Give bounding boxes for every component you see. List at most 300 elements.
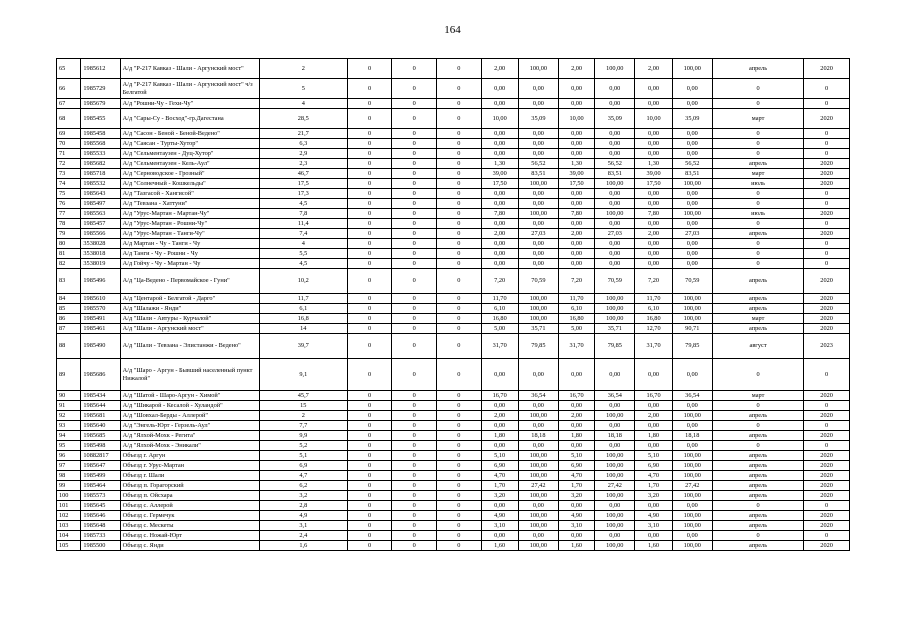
- cell-road-name: А/д "Сельментаузен - Кель-Аул": [120, 159, 259, 169]
- cell-road-name: А/д "Урус-Мартан - Танги-Чу": [120, 229, 259, 239]
- cell-month: 0: [712, 249, 803, 259]
- cell-col-5: 0: [347, 219, 392, 229]
- cell-total-length: 39,7: [259, 334, 347, 359]
- cell-road-id: 1985499: [81, 471, 120, 481]
- cell-percent-3: 0,00: [672, 219, 712, 229]
- cell-percent-2: 35,09: [595, 109, 635, 129]
- cell-year: 2020: [804, 541, 850, 551]
- cell-road-name: Объезд г. Аргун: [120, 451, 259, 461]
- cell-length-km-2: 16,70: [559, 391, 595, 401]
- cell-length-km-3: 0,00: [635, 139, 672, 149]
- cell-col-7: 0: [437, 421, 482, 431]
- cell-year: 2020: [804, 229, 850, 239]
- cell-percent-1: 0,00: [518, 421, 558, 431]
- cell-percent-1: 18,18: [518, 431, 558, 441]
- cell-road-id: 1985533: [81, 149, 120, 159]
- table-row: [57, 149, 850, 159]
- table-row: [57, 401, 850, 411]
- cell-col-7: 0: [437, 169, 482, 179]
- cell-length-km-1: 0,00: [481, 99, 518, 109]
- cell-length-km-3: 0,00: [635, 239, 672, 249]
- cell-col-7: 0: [437, 199, 482, 209]
- cell-year: 2020: [804, 159, 850, 169]
- cell-percent-3: 35,09: [672, 109, 712, 129]
- cell-col-6: 0: [392, 179, 437, 189]
- cell-road-id: 1985568: [81, 139, 120, 149]
- cell-length-km-3: 0,00: [635, 421, 672, 431]
- cell-col-6: 0: [392, 79, 437, 99]
- cell-road-id: 1985500: [81, 541, 120, 551]
- cell-length-km-3: 0,00: [635, 219, 672, 229]
- cell-row-number: 91: [57, 401, 81, 411]
- cell-col-5: 0: [347, 481, 392, 491]
- cell-road-name: А/д "Солнечный - Кошкельды": [120, 179, 259, 189]
- cell-length-km-1: 16,80: [481, 314, 518, 324]
- cell-road-name: А/д "Серноводское - Грозный": [120, 169, 259, 179]
- cell-year: 2020: [804, 511, 850, 521]
- cell-col-7: 0: [437, 179, 482, 189]
- cell-row-number: 70: [57, 139, 81, 149]
- cell-length-km-1: 11,70: [481, 294, 518, 304]
- cell-length-km-2: 0,00: [559, 239, 595, 249]
- table-row: [57, 229, 850, 239]
- cell-percent-1: 83,51: [518, 169, 558, 179]
- cell-road-id: 1985733: [81, 531, 120, 541]
- cell-length-km-2: 10,00: [559, 109, 595, 129]
- cell-total-length: 7,4: [259, 229, 347, 239]
- cell-road-id: 1985612: [81, 59, 120, 79]
- cell-length-km-2: 0,00: [559, 139, 595, 149]
- cell-road-id: 1985496: [81, 269, 120, 294]
- cell-col-5: 0: [347, 391, 392, 401]
- cell-row-number: 105: [57, 541, 81, 551]
- cell-month: 0: [712, 139, 803, 149]
- cell-length-km-2: 5,10: [559, 451, 595, 461]
- cell-col-6: 0: [392, 481, 437, 491]
- cell-percent-2: 100,00: [595, 294, 635, 304]
- cell-percent-3: 100,00: [672, 314, 712, 324]
- cell-length-km-2: 4,90: [559, 511, 595, 521]
- cell-road-id: 1985434: [81, 391, 120, 401]
- cell-col-7: 0: [437, 401, 482, 411]
- cell-length-km-3: 0,00: [635, 401, 672, 411]
- cell-road-id: 1985640: [81, 421, 120, 431]
- cell-length-km-2: 7,80: [559, 209, 595, 219]
- cell-percent-1: 79,85: [518, 334, 558, 359]
- cell-length-km-2: 1,30: [559, 159, 595, 169]
- cell-total-length: 2: [259, 59, 347, 79]
- cell-road-name: А/д "Шовхал-Берды - Аллерой": [120, 411, 259, 421]
- cell-road-name: А/д "Шалажи - Янди": [120, 304, 259, 314]
- cell-percent-2: 100,00: [595, 521, 635, 531]
- cell-road-name: А/д "Центарой - Белгатой - Дарго": [120, 294, 259, 304]
- cell-row-number: 95: [57, 441, 81, 451]
- cell-percent-2: 0,00: [595, 531, 635, 541]
- table-row: [57, 431, 850, 441]
- cell-percent-2: 0,00: [595, 129, 635, 139]
- cell-road-name: А/д "Рошни-Чу - Гехи-Чу": [120, 99, 259, 109]
- cell-row-number: 73: [57, 169, 81, 179]
- cell-percent-2: 100,00: [595, 511, 635, 521]
- cell-percent-1: 0,00: [518, 531, 558, 541]
- cell-col-7: 0: [437, 259, 482, 269]
- cell-col-5: 0: [347, 159, 392, 169]
- cell-row-number: 104: [57, 531, 81, 541]
- cell-month: апрель: [712, 511, 803, 521]
- cell-row-number: 79: [57, 229, 81, 239]
- cell-road-name: А/д "Шикарой - Кесалой - Хуландой": [120, 401, 259, 411]
- cell-row-number: 72: [57, 159, 81, 169]
- cell-road-name: А/д "Р-217 Кавказ - Шали - Аргунский мост": [120, 59, 259, 79]
- cell-row-number: 74: [57, 179, 81, 189]
- cell-percent-3: 36,54: [672, 391, 712, 401]
- cell-road-id: 1985686: [81, 359, 120, 391]
- cell-percent-3: 70,59: [672, 269, 712, 294]
- cell-length-km-3: 0,00: [635, 359, 672, 391]
- cell-length-km-3: 31,70: [635, 334, 672, 359]
- cell-year: 0: [804, 359, 850, 391]
- cell-col-5: 0: [347, 109, 392, 129]
- cell-year: 2020: [804, 481, 850, 491]
- cell-road-id: 1985647: [81, 461, 120, 471]
- cell-col-6: 0: [392, 451, 437, 461]
- cell-col-5: 0: [347, 511, 392, 521]
- cell-percent-1: 0,00: [518, 149, 558, 159]
- cell-month: апрель: [712, 159, 803, 169]
- cell-col-6: 0: [392, 471, 437, 481]
- cell-length-km-2: 0,00: [559, 99, 595, 109]
- cell-percent-1: 100,00: [518, 294, 558, 304]
- cell-road-name: Объезд п. Горагорский: [120, 481, 259, 491]
- cell-percent-3: 100,00: [672, 209, 712, 219]
- cell-year: 2020: [804, 461, 850, 471]
- cell-row-number: 87: [57, 324, 81, 334]
- table-row: [57, 219, 850, 229]
- cell-row-number: 69: [57, 129, 81, 139]
- cell-length-km-2: 0,00: [559, 359, 595, 391]
- cell-col-7: 0: [437, 501, 482, 511]
- cell-road-id: 1985461: [81, 324, 120, 334]
- cell-row-number: 71: [57, 149, 81, 159]
- cell-road-name: А/д "Шали - Тевзана - Элистанжи - Ведено": [120, 334, 259, 359]
- cell-length-km-3: 16,80: [635, 314, 672, 324]
- cell-length-km-1: 3,20: [481, 491, 518, 501]
- cell-row-number: 96: [57, 451, 81, 461]
- cell-total-length: 11,7: [259, 294, 347, 304]
- cell-month: апрель: [712, 269, 803, 294]
- cell-road-name: А/д "Шатой - Шаро-Аргун - Химой": [120, 391, 259, 401]
- cell-length-km-1: 0,00: [481, 359, 518, 391]
- table-row: [57, 209, 850, 219]
- cell-road-id: 1985457: [81, 219, 120, 229]
- cell-length-km-2: 16,80: [559, 314, 595, 324]
- cell-length-km-2: 6,10: [559, 304, 595, 314]
- cell-col-5: 0: [347, 411, 392, 421]
- cell-percent-1: 0,00: [518, 79, 558, 99]
- cell-row-number: 98: [57, 471, 81, 481]
- cell-percent-1: 0,00: [518, 219, 558, 229]
- cell-percent-3: 100,00: [672, 451, 712, 461]
- cell-month: апрель: [712, 229, 803, 239]
- cell-road-name: Объезд с. Мескеты: [120, 521, 259, 531]
- cell-month: 0: [712, 401, 803, 411]
- cell-percent-1: 70,59: [518, 269, 558, 294]
- table-row: [57, 169, 850, 179]
- cell-percent-1: 0,00: [518, 139, 558, 149]
- cell-percent-3: 0,00: [672, 421, 712, 431]
- cell-road-name: А/д "Ялхой-Мохк - Эникали": [120, 441, 259, 451]
- cell-road-id: 1985490: [81, 334, 120, 359]
- cell-col-6: 0: [392, 139, 437, 149]
- cell-length-km-3: 6,90: [635, 461, 672, 471]
- cell-percent-2: 0,00: [595, 421, 635, 431]
- cell-month: апрель: [712, 481, 803, 491]
- table-row: [57, 99, 850, 109]
- cell-month: июль: [712, 179, 803, 189]
- cell-length-km-1: 0,00: [481, 501, 518, 511]
- cell-col-7: 0: [437, 219, 482, 229]
- cell-col-5: 0: [347, 401, 392, 411]
- cell-col-7: 0: [437, 99, 482, 109]
- cell-total-length: 16,8: [259, 314, 347, 324]
- cell-length-km-1: 16,70: [481, 391, 518, 401]
- cell-length-km-3: 0,00: [635, 99, 672, 109]
- cell-percent-2: 100,00: [595, 471, 635, 481]
- cell-road-name: Объезд п. Ойсхара: [120, 491, 259, 501]
- cell-col-7: 0: [437, 521, 482, 531]
- cell-col-5: 0: [347, 149, 392, 159]
- cell-length-km-3: 3,20: [635, 491, 672, 501]
- cell-length-km-3: 0,00: [635, 189, 672, 199]
- cell-road-name: А/д "Шали - Автуры - Курчалой": [120, 314, 259, 324]
- table-row: [57, 481, 850, 491]
- cell-month: 0: [712, 219, 803, 229]
- cell-col-5: 0: [347, 334, 392, 359]
- cell-col-7: 0: [437, 304, 482, 314]
- cell-col-6: 0: [392, 521, 437, 531]
- cell-percent-1: 100,00: [518, 411, 558, 421]
- cell-row-number: 83: [57, 269, 81, 294]
- cell-col-7: 0: [437, 269, 482, 294]
- cell-road-id: 3538028: [81, 239, 120, 249]
- cell-percent-3: 0,00: [672, 189, 712, 199]
- cell-percent-3: 100,00: [672, 59, 712, 79]
- cell-length-km-3: 2,00: [635, 59, 672, 79]
- cell-year: 0: [804, 421, 850, 431]
- cell-total-length: 17,5: [259, 179, 347, 189]
- cell-percent-2: 36,54: [595, 391, 635, 401]
- cell-length-km-3: 2,00: [635, 411, 672, 421]
- cell-col-7: 0: [437, 511, 482, 521]
- cell-total-length: 2,9: [259, 149, 347, 159]
- cell-road-id: 1985648: [81, 521, 120, 531]
- cell-length-km-1: 2,00: [481, 411, 518, 421]
- cell-percent-1: 0,00: [518, 99, 558, 109]
- cell-row-number: 90: [57, 391, 81, 401]
- cell-road-name: А/д "Ца-Ведено - Первомайское - Гуни": [120, 269, 259, 294]
- table-row: [57, 531, 850, 541]
- cell-col-5: 0: [347, 531, 392, 541]
- cell-length-km-2: 11,70: [559, 294, 595, 304]
- cell-road-name: Объезд с. Янди: [120, 541, 259, 551]
- cell-length-km-1: 0,00: [481, 139, 518, 149]
- cell-percent-3: 0,00: [672, 531, 712, 541]
- cell-total-length: 1,6: [259, 541, 347, 551]
- cell-col-5: 0: [347, 314, 392, 324]
- cell-row-number: 92: [57, 411, 81, 421]
- cell-total-length: 5,5: [259, 249, 347, 259]
- cell-length-km-1: 0,00: [481, 441, 518, 451]
- cell-year: 2020: [804, 314, 850, 324]
- cell-length-km-1: 0,00: [481, 421, 518, 431]
- table-row: [57, 249, 850, 259]
- cell-percent-3: 100,00: [672, 294, 712, 304]
- cell-col-6: 0: [392, 269, 437, 294]
- cell-year: 2020: [804, 521, 850, 531]
- cell-col-6: 0: [392, 314, 437, 324]
- cell-percent-3: 0,00: [672, 239, 712, 249]
- cell-road-id: 1985455: [81, 109, 120, 129]
- table-row: [57, 421, 850, 431]
- cell-percent-2: 0,00: [595, 359, 635, 391]
- cell-percent-2: 0,00: [595, 149, 635, 159]
- cell-total-length: 45,7: [259, 391, 347, 401]
- cell-row-number: 77: [57, 209, 81, 219]
- cell-row-number: 67: [57, 99, 81, 109]
- cell-percent-2: 35,71: [595, 324, 635, 334]
- cell-length-km-2: 7,20: [559, 269, 595, 294]
- cell-total-length: 2,3: [259, 159, 347, 169]
- cell-length-km-2: 1,60: [559, 541, 595, 551]
- cell-road-id: 1985645: [81, 501, 120, 511]
- cell-col-7: 0: [437, 209, 482, 219]
- cell-percent-1: 100,00: [518, 59, 558, 79]
- table-row: [57, 324, 850, 334]
- cell-road-name: Объезд с. Аллерой: [120, 501, 259, 511]
- cell-length-km-2: 0,00: [559, 149, 595, 159]
- cell-month: апрель: [712, 491, 803, 501]
- cell-percent-1: 27,42: [518, 481, 558, 491]
- cell-length-km-1: 0,00: [481, 189, 518, 199]
- table-row: [57, 471, 850, 481]
- cell-length-km-3: 0,00: [635, 79, 672, 99]
- cell-length-km-3: 0,00: [635, 259, 672, 269]
- cell-road-name: А/д "Саясан - Турты-Хутор": [120, 139, 259, 149]
- cell-year: 2023: [804, 334, 850, 359]
- cell-month: апрель: [712, 294, 803, 304]
- cell-percent-2: 70,59: [595, 269, 635, 294]
- cell-row-number: 99: [57, 481, 81, 491]
- cell-col-7: 0: [437, 324, 482, 334]
- cell-col-5: 0: [347, 461, 392, 471]
- cell-col-5: 0: [347, 59, 392, 79]
- cell-year: 2020: [804, 431, 850, 441]
- cell-percent-1: 100,00: [518, 461, 558, 471]
- cell-length-km-1: 0,00: [481, 531, 518, 541]
- table-row: [57, 511, 850, 521]
- cell-total-length: 2: [259, 411, 347, 421]
- cell-length-km-3: 0,00: [635, 441, 672, 451]
- cell-col-5: 0: [347, 129, 392, 139]
- cell-col-5: 0: [347, 179, 392, 189]
- cell-col-7: 0: [437, 159, 482, 169]
- cell-row-number: 88: [57, 334, 81, 359]
- cell-length-km-3: 0,00: [635, 199, 672, 209]
- cell-year: 0: [804, 129, 850, 139]
- cell-year: 2020: [804, 109, 850, 129]
- cell-road-id: 1985491: [81, 314, 120, 324]
- cell-year: 0: [804, 149, 850, 159]
- cell-row-number: 68: [57, 109, 81, 129]
- cell-percent-1: 100,00: [518, 471, 558, 481]
- cell-length-km-3: 0,00: [635, 129, 672, 139]
- cell-year: 2020: [804, 209, 850, 219]
- cell-year: 0: [804, 239, 850, 249]
- cell-percent-2: 100,00: [595, 541, 635, 551]
- cell-row-number: 93: [57, 421, 81, 431]
- cell-year: 2020: [804, 324, 850, 334]
- cell-road-name: А/д Мартан - Чу - Танги - Чу: [120, 239, 259, 249]
- cell-col-7: 0: [437, 481, 482, 491]
- cell-row-number: 89: [57, 359, 81, 391]
- cell-length-km-1: 39,00: [481, 169, 518, 179]
- cell-col-5: 0: [347, 189, 392, 199]
- cell-length-km-1: 2,00: [481, 229, 518, 239]
- table-row: [57, 304, 850, 314]
- cell-percent-2: 100,00: [595, 209, 635, 219]
- cell-length-km-3: 0,00: [635, 249, 672, 259]
- cell-percent-2: 100,00: [595, 461, 635, 471]
- table-row: [57, 441, 850, 451]
- cell-road-name: А/д "Шали - Аргунский мост": [120, 324, 259, 334]
- cell-month: 0: [712, 99, 803, 109]
- cell-length-km-3: 4,70: [635, 471, 672, 481]
- cell-percent-3: 79,85: [672, 334, 712, 359]
- cell-road-id: 1985643: [81, 189, 120, 199]
- cell-month: 0: [712, 79, 803, 99]
- cell-length-km-3: 7,20: [635, 269, 672, 294]
- cell-percent-2: 83,51: [595, 169, 635, 179]
- cell-percent-3: 18,18: [672, 431, 712, 441]
- cell-percent-3: 0,00: [672, 79, 712, 99]
- cell-year: 0: [804, 441, 850, 451]
- cell-road-name: А/д "Шаро - Аргун - Бывший населенный пункт Нижалой": [120, 359, 259, 391]
- table-row: [57, 159, 850, 169]
- cell-col-5: 0: [347, 359, 392, 391]
- cell-month: апрель: [712, 304, 803, 314]
- cell-month: апрель: [712, 471, 803, 481]
- cell-percent-2: 56,52: [595, 159, 635, 169]
- cell-length-km-2: 3,10: [559, 521, 595, 531]
- cell-col-6: 0: [392, 411, 437, 421]
- cell-year: 0: [804, 249, 850, 259]
- cell-col-6: 0: [392, 259, 437, 269]
- cell-row-number: 82: [57, 259, 81, 269]
- cell-row-number: 102: [57, 511, 81, 521]
- cell-col-6: 0: [392, 219, 437, 229]
- cell-col-5: 0: [347, 451, 392, 461]
- cell-year: 2020: [804, 304, 850, 314]
- cell-percent-2: 79,85: [595, 334, 635, 359]
- cell-length-km-2: 0,00: [559, 219, 595, 229]
- cell-percent-2: 0,00: [595, 79, 635, 99]
- cell-percent-1: 100,00: [518, 521, 558, 531]
- cell-year: 0: [804, 501, 850, 511]
- cell-col-5: 0: [347, 501, 392, 511]
- cell-col-5: 0: [347, 541, 392, 551]
- cell-percent-2: 27,42: [595, 481, 635, 491]
- cell-col-5: 0: [347, 259, 392, 269]
